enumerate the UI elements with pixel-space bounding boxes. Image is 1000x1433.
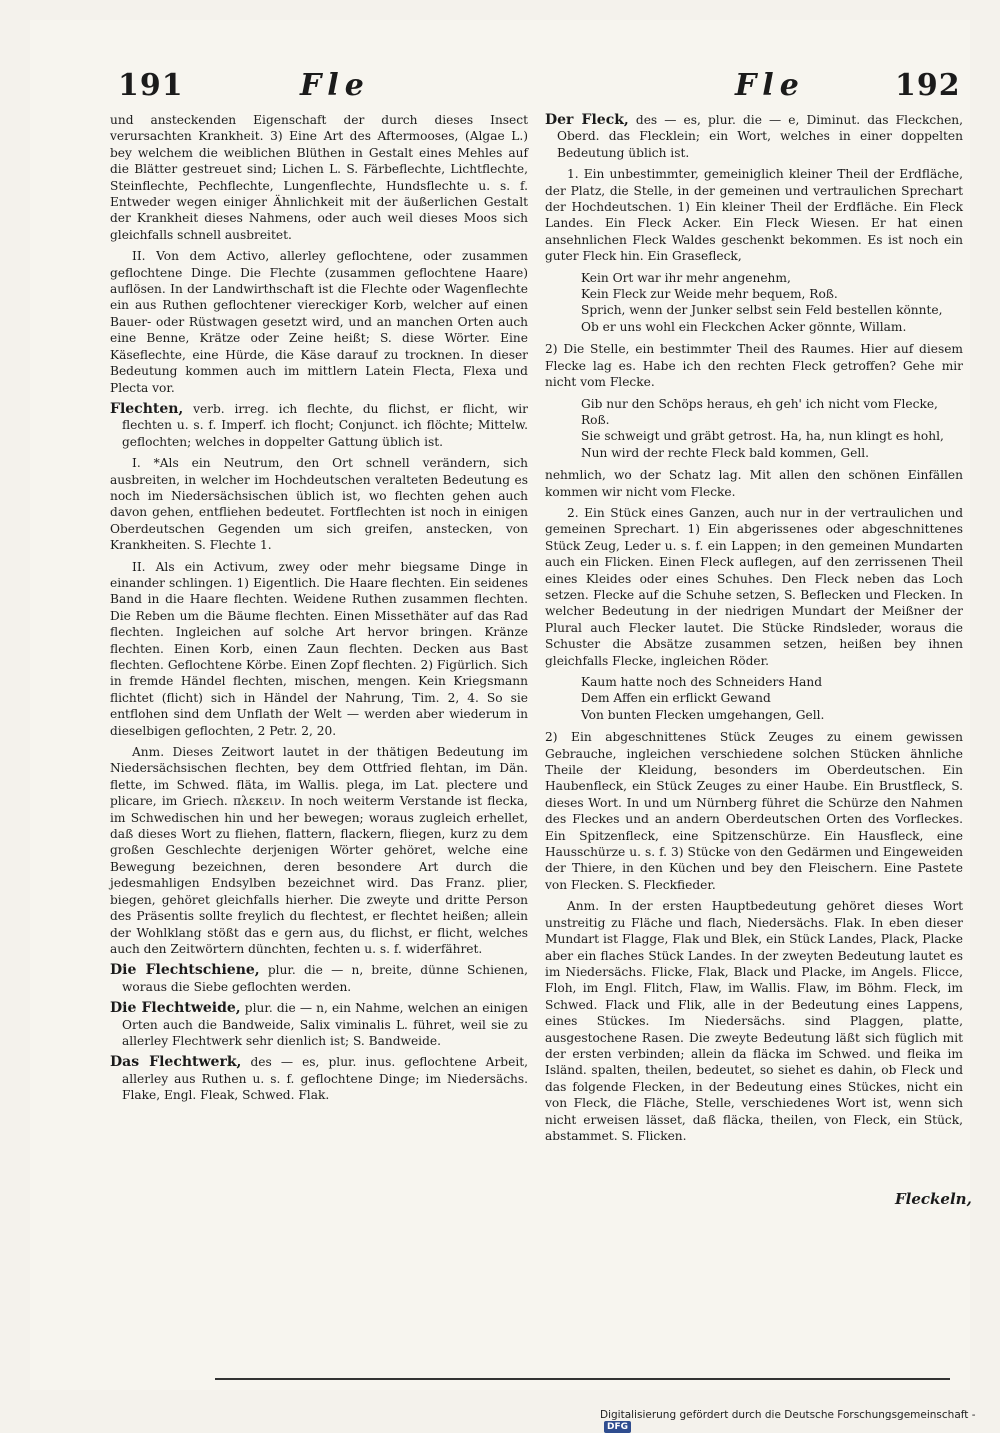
entry-headword: Der Fleck,: [545, 112, 629, 128]
verse-quote: [581, 270, 963, 336]
paragraph: 2. Ein Stück eines Ganzen, auch nur in der vertraulichen und gemeinen Sprechart. 1) Ein abgerissenes oder abgeschnittenes Stück Zeug, Leder u. s. f. ein Lappen; in den gemeinen Mundarten auch ein Flicken. Einen Fleck auflegen, auf den zerrissenen Theil eines Kleides oder eines Schuhes. Den Fleck neben das Loch setzen. Flecke auf die Schuhe setzen, S. Beflecken und Flecken. In welcher Bedeutung in der niedrigen Mundart der Meißner der Plural auch Flecker lautet. Die Stücke Rindsleder, woraus die Schuster die Absätze zusammen setzen, heißen bey ihnen gleichfalls Flecke, ingleichen Röder.: [545, 505, 963, 668]
verse-quote: [581, 674, 963, 723]
digitization-credit: [600, 1409, 1000, 1432]
paragraph: II. Als ein Activum, zwey oder mehr biegsame Dinge in einander schlingen. 1) Eigentlich. Die Haare flechten. Ein seidenes Band in die Haare flechten. Weidene Ruthen zusammen flechten. Die Reben um die Bäume flechten. Einen Missethäter auf das Rad flechten. Ingleichen auf solche Art hervor bringen. Kränze flechten. Einen Korb, einen Zaun flechten. Decken aus Bast flechten. Geflochtene Körbe. Einen Zopf flechten. 2) Figürlich. Sich in fremde Händel flechten, mischen, mengen. Kein Kriegsmann flichtet (flicht) sich in Händel der Nahrung, Tim. 2, 4. So sie entflohen sind dem Unflath der Welt — werden aber wiederum in dieselbigen geflochten, 2 Petr. 2, 20.: [110, 559, 528, 738]
verse-line: Ob er uns wohl ein Fleckchen Acker gönnte, Willam.: [581, 319, 907, 334]
paragraph: und ansteckenden Eigenschaft der durch dieses Insect verursachten Krankheit. 3) Eine Art des Aftermooses, (Algae L.) bey welchem die weiblichen Blüthen in Gestalt eines Mehles auf die Blätter gestreuet sind; Lichen L. S. Färbeflechte, Lichtflechte, Steinflechte, Pechflechte, Lungenflechte, Hundsflechte u. s. f. Entweder wegen einiger Ähnlichkeit mit der äußerlichen Gestalt der Krankheit dieses Nahmens, oder auch weil dieses Moos sich gleichfalls schnell ausbreitet.: [110, 113, 528, 242]
right-column: [545, 112, 963, 1149]
annotation-paragraph: Anm. Dieses Zeitwort lautet in der thätigen Bedeutung im Niedersächsischen flechten, bey dem Ottfried flehtan, im Dän. flette, im Schwed. fläta, im Wallis. plega, im Lat. plectere und plicare, im Griech. πλεκειν. In noch weiterm Verstande ist flecka, im Schwedischen hin und her bewegen; woraus zugleich erhellet, daß dieses Wort zu fliehen, flattern, flackern, fliegen, kurz zu dem großen Geschlechte derjenigen Wörter gehöret, welche eine Bewegung bezeichnen, deren besondere Art durch die jedesmahligen Endsylben bezeichnet wird. Das Franz. plier, biegen, gehöret gleichfalls hierher. Die zweyte und dritte Person des Präsentis sollte freylich du flechtest, er flechtet heißen; allein der Wohlklang stößt das e gern aus, du flichst, er flicht, welches auch den Zeitwörtern dünchten, fechten u. s. f. widerfähret.: [110, 745, 528, 956]
verse-line: Gib nur den Schöps heraus, eh geh' ich nicht vom Flecke, Roß.: [581, 396, 938, 427]
entry-headword: Das Flechtwerk,: [110, 1054, 242, 1071]
catchword: Fleckeln,: [895, 1190, 972, 1208]
verse-line: Von bunten Flecken umgehangen, Gell.: [581, 707, 825, 722]
verse-line: Dem Affen ein erflickt Gewand: [581, 691, 771, 706]
verse-quote: [581, 396, 963, 462]
verse-line: Kein Fleck zur Weide mehr bequem, Roß.: [581, 287, 838, 302]
verse-line: Kaum hatte noch des Schneiders Hand: [581, 675, 823, 689]
entry-text: des — es, plur. inus. geflochtene Arbeit, allerley aus Ruthen u. s. f. geflochtene Dinge; im Niedersächs. Flake, Engl. Fleak, Schwed. Flak.: [122, 1055, 528, 1103]
entry-text: verb. irreg. ich flechte, du flichst, er flicht, wir flechten u. s. f. Imperf. ich flocht; Conjunct. ich flöchte; Mittelw. geflochten; welches in doppelter Gattung üblich ist.: [122, 401, 528, 449]
entry-headword: Die Flechtweide,: [110, 1000, 241, 1017]
left-page-number: 191: [118, 68, 184, 103]
right-running-headword: Fle: [735, 68, 805, 103]
entry-text: des — es, plur. die — e, Diminut. das Fleckchen, Oberd. das Flecklein; ein Wort, welches in einer doppelten Bedeutung üblich ist.: [557, 113, 964, 160]
paragraph: 1. Ein unbestimmter, gemeiniglich kleiner Theil der Erdfläche, der Platz, die Stelle, in der gemeinen und vertraulichen Sprechart der Hochdeutschen. 1) Ein kleiner Theil der Erdfläche. Ein Fleck Landes. Ein Fleck Acker. Ein Fleck Wiesen. Er hat einen ansehnlichen Fleck Waldes geschenkt bekommen. Es ist noch ein guter Fleck hin. Ein Grasefleck,: [545, 167, 963, 264]
right-page-number: 192: [895, 68, 961, 103]
verse-line: Sprich, wenn der Junker selbst sein Feld bestellen könnte,: [581, 303, 943, 318]
dictionary-entry: [110, 1054, 528, 1103]
dictionary-entry: [545, 112, 963, 161]
annotation-paragraph: Anm. In der ersten Hauptbedeutung gehöret dieses Wort unstreitig zu Fläche und flach, Niedersächs. Flak. In eben dieser Mundart ist Flagge, Flak und Blek, ein Stück Landes, Plack, Placke aber ein flaches Stück Landes. In der zweyten Bedeutung lautet es im Niedersächs. Flicke, Flak, Black und Placke, im Angels. Flicce, Floh, im Engl. Flitch, Flaw, im Wallis. Flaw, im Böhm. Fleck, im Schwed. Flack und Flik, alle in der Bedeutung eines Lappens, eines Stückes. Im Niedersächs. sind Plaggen, platte, ausgestochene Rasen. Die zweyte Bedeutung läßt sich füglich mit der ersten verbinden; allein da fläcka im Schwed. und fleika im Isländ. spalten, theilen, bedeutet, so siehet es dahin, ob Fleck und das folgende Flecken, in der Bedeutung eines Stückes, nicht ein von Fleck, die Fläche, Stelle, verschiedenes Wort ist, wenn sich nicht erweisen lässet, daß fläcka, theilen, von Fleck, ein Stück, abstammet. S. Flicken.: [545, 899, 963, 1143]
dfg-logo-icon: DFG: [604, 1421, 631, 1433]
dictionary-entry: [110, 962, 528, 995]
left-column: [110, 112, 528, 1109]
entry-text: plur. die — n, ein Nahme, welchen an einigen Orten auch die Bandweide, Salix viminalis L. führet, weil sie zu allerley Flechtwerk sehr dienlich ist; S. Bandweide.: [122, 1001, 528, 1048]
bottom-rule: [215, 1378, 950, 1380]
entry-headword: Flechten,: [110, 400, 184, 417]
paragraph: I. *Als ein Neutrum, den Ort schnell verändern, sich ausbreiten, in welcher im Hochdeutschen veralteten Bedeutung es noch im Niedersächsischen üblich ist, wo flechten gehen auch davon gehen, entfliehen bedeutet. Fortflechten ist noch in einigen Oberdeutschen Gegenden um sich greifen, anstecken, von Krankheiten. S. Flechte 1.: [110, 456, 528, 553]
paragraph: 2) Ein abgeschnittenes Stück Zeuges zu einem gewissen Gebrauche, ingleichen verschiedene solchen Stücken ähnliche Theile der Kleidung, besonders im Oberdeutschen. Ein Haubenfleck, ein Stück Zeuges zu einer Haube. Ein Brustfleck, S. dieses Wort. In und um Nürnberg führet die Schürze den Nahmen des Fleckes und an andern Oberdeutschen Orten des Vorfleckes. Ein Spitzenfleck, eine Spitzenschürze. Ein Hausfleck, eine Hausschürze u. s. f. 3) Stücke von den Gedärmen und Eingeweiden der Thiere, in den Küchen und bey den Fleischern. Eine Pastete von Flecken. S. Fleckfieder.: [545, 730, 963, 892]
paragraph: II. Von dem Activo, allerley geflochtene, oder zusammen geflochtene Dinge. Die Flechte (zusammen geflochtene Haare) auflösen. In der Landwirthschaft ist die Flechte oder Wagenflechte ein aus Ruthen geflochtener viereckiger Korb, welcher auf einen Bauer- oder Rüstwagen gesetzt wird, und an manchen Orten auch eine Benne, Krätze oder Zeine heißt; S. diese Wörter. Eine Käseflechte, eine Hürde, die Käse darauf zu trocknen. In dieser Bedeutung kommen auch im mittlern Latein Flecta, Flexa und Plecta vor.: [110, 249, 528, 395]
verse-line: Kein Ort war ihr mehr angenehm,: [581, 270, 791, 285]
verse-line: Sie schweigt und gräbt getrost. Ha, ha, nun klingt es hohl,: [581, 429, 944, 444]
entry-text: plur. die — n, breite, dünne Schienen, woraus die Siebe geflochten werden.: [122, 963, 528, 994]
dictionary-entry: [110, 401, 528, 450]
paragraph: 2) Die Stelle, ein bestimmter Theil des Raumes. Hier auf diesem Flecke lag es. Habe ich den rechten Fleck getroffen? Gehe mir nicht vom Flecke.: [545, 342, 963, 390]
left-running-headword: Fle: [300, 68, 370, 103]
entry-headword: Die Flechtschiene,: [110, 962, 260, 979]
verse-line: Nun wird der rechte Fleck bald kommen, Gell.: [581, 445, 870, 460]
paragraph: nehmlich, wo der Schatz lag. Mit allen den schönen Einfällen kommen wir nicht vom Flecke.: [545, 468, 963, 499]
dictionary-entry: [110, 1000, 528, 1049]
credit-text: Digitalisierung gefördert durch die Deutsche Forschungsgemeinschaft -: [600, 1409, 976, 1421]
